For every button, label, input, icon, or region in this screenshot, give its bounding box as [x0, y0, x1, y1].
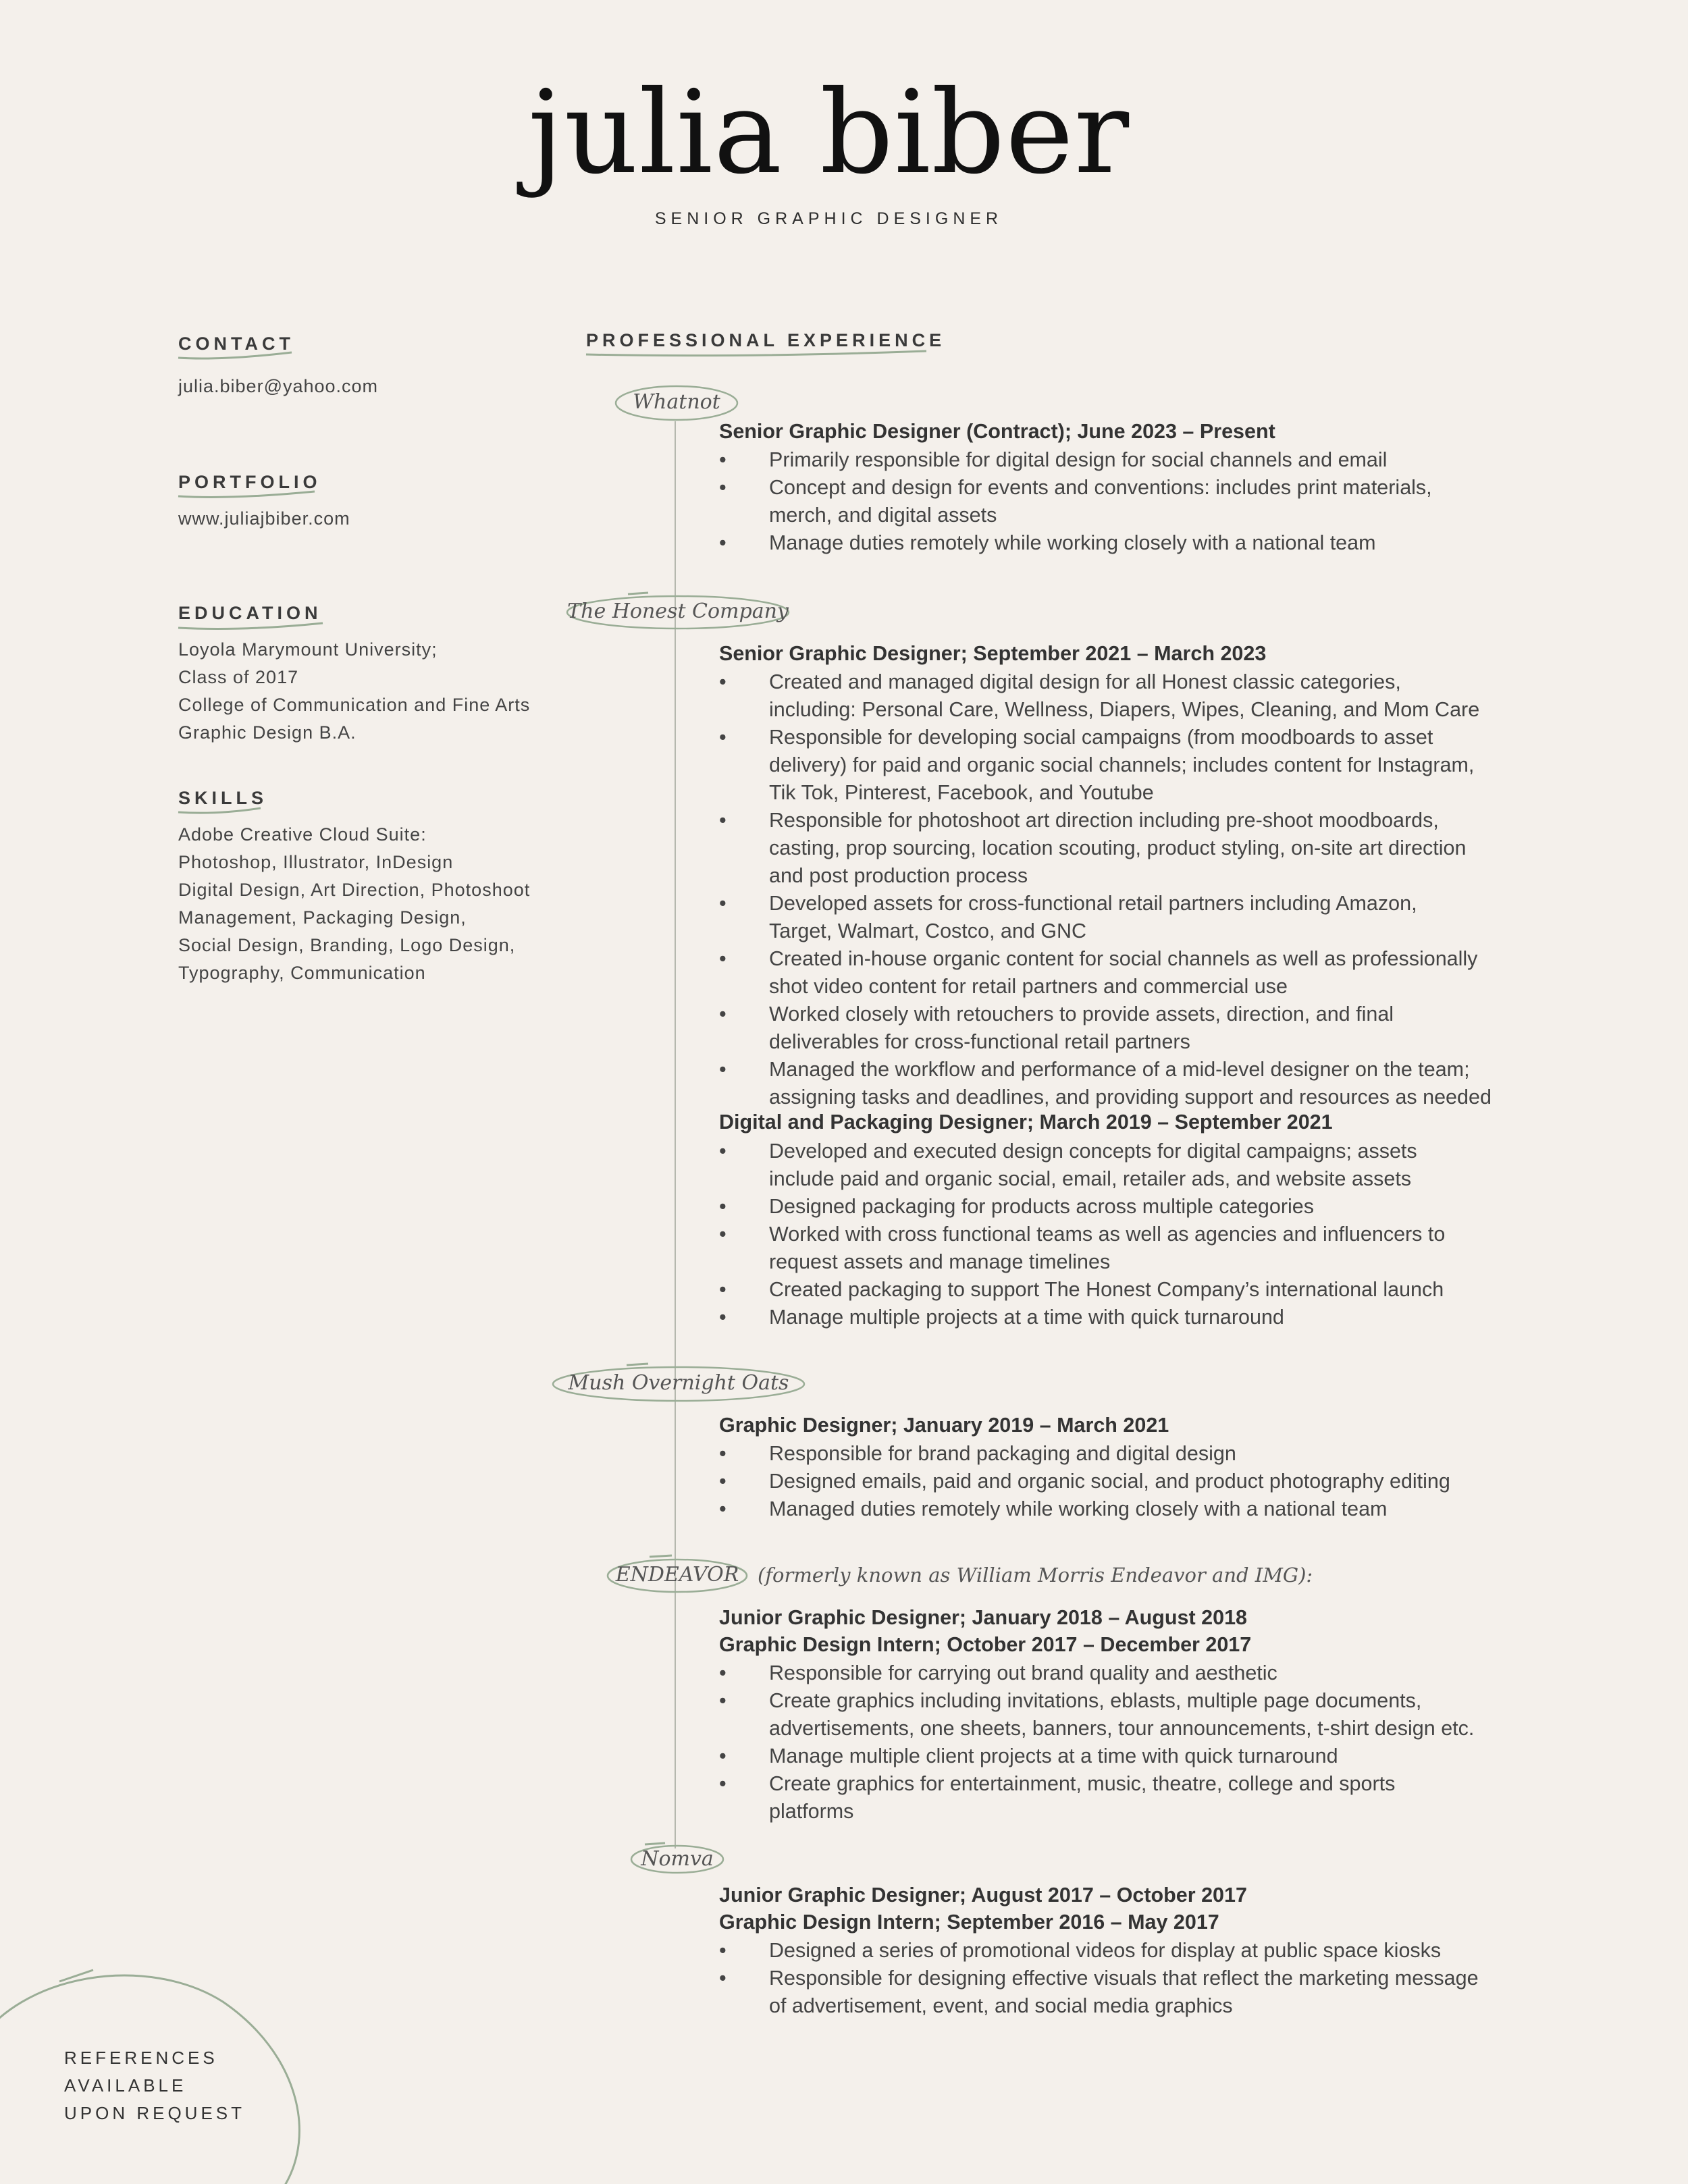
education-heading: EDUCATION [178, 603, 322, 623]
references-line: UPON REQUEST [64, 2103, 246, 2123]
portfolio-url[interactable]: www.juliajbiber.com [178, 508, 350, 529]
portfolio-heading: PORTFOLIO [178, 472, 321, 492]
bullet-item: • Concept and design for events and conventions: includes print materials, merch, and digital assets [719, 476, 1432, 527]
bullet-item: • Manage multiple projects at a time with quick turnaround [719, 1306, 1284, 1329]
references-line: REFERENCES [64, 2048, 218, 2068]
company-endeavor: ENDEAVOR [615, 1563, 739, 1587]
bullet-item: • Responsible for developing social campaigns (from moodboards to asset delivery) for paid and organic social channels; includes content for Instagram, Tik Tok, Pinterest, Facebook, and Youtube [719, 726, 1475, 804]
skills-line: Management, Packaging Design, [178, 907, 467, 928]
bullet-item: • Manage duties remotely while working closely with a national team [719, 531, 1376, 554]
job-title: SENIOR GRAPHIC DESIGNER [654, 209, 1003, 228]
role-title: Senior Graphic Designer; September 2021 – March 2023 [719, 642, 1267, 665]
company-note: (formerly known as William Morris Endeavor and IMG): [758, 1564, 1313, 1587]
bullet-item: • Managed duties remotely while working closely with a national team [719, 1497, 1388, 1520]
bullet-item: • Worked with cross functional teams as well as agencies and influencers to request assets and manage timelines [719, 1223, 1446, 1273]
bullet-item: • Created in-house organic content for social channels as well as professionally shot video content for retail partners and commercial use [719, 947, 1478, 998]
bullet-item: • Responsible for brand packaging and digital design [719, 1442, 1236, 1465]
education-line: Loyola Marymount University; [178, 639, 438, 660]
bullet-item: • Created packaging to support The Honest Company’s international launch [719, 1278, 1444, 1301]
references-note [64, 2044, 245, 2127]
role-title: Junior Graphic Designer; August 2017 – October 2017 [719, 1884, 1247, 1907]
bullet-item: • Managed the workflow and performance of a mid-level designer on the team; assigning tasks and deadlines, and providing support and resources as needed [719, 1058, 1492, 1109]
bullet-item: • Create graphics for entertainment, music, theatre, college and sports platforms [719, 1772, 1396, 1823]
skills-line: Adobe Creative Cloud Suite: [178, 824, 427, 845]
bullet-item: • Designed emails, paid and organic social, and product photography editing [719, 1470, 1450, 1493]
skills-details [178, 821, 530, 987]
bullet-item: • Responsible for photoshoot art direction including pre-shoot moodboards, casting, prop sourcing, location scouting, product styling, on-site art direction and post production process [719, 809, 1467, 887]
education-details [178, 636, 530, 747]
bullet-item: • Designed packaging for products across multiple categories [719, 1195, 1314, 1218]
skills-line: Photoshop, Illustrator, InDesign [178, 852, 454, 872]
bullet-item: • Designed a series of promotional videos for display at public space kiosks [719, 1939, 1442, 1962]
role-title: Graphic Design Intern; October 2017 – December 2017 [719, 1633, 1252, 1656]
skills-line: Typography, Communication [178, 963, 426, 983]
experience-heading: PROFESSIONAL EXPERIENCE [586, 330, 946, 350]
company-mush: Mush Overnight Oats [568, 1371, 789, 1395]
contact-heading: CONTACT [178, 334, 294, 354]
references-line: AVAILABLE [64, 2075, 187, 2096]
bullet-item: • Primarily responsible for digital design for social channels and email [719, 448, 1388, 471]
education-line: Class of 2017 [178, 667, 299, 687]
bullet-item: • Responsible for designing effective visuals that reflect the marketing message of advertisement, event, and social media graphics [719, 1967, 1479, 2017]
company-honest: The Honest Company [567, 600, 789, 623]
role-title: Senior Graphic Designer (Contract); June 2023 – Present [719, 420, 1275, 443]
bullet-item: • Manage multiple client projects at a time with quick turnaround [719, 1744, 1338, 1767]
bullet-item: • Created and managed digital design for all Honest classic categories, including: Personal Care, Wellness, Diapers, Wipes, Cleaning, and Mom Care [719, 670, 1480, 721]
role-title: Junior Graphic Designer; January 2018 – August 2018 [719, 1606, 1247, 1629]
skills-line: Social Design, Branding, Logo Design, [178, 935, 516, 955]
bullet-item: • Developed and executed design concepts for digital campaigns; assets include paid and organic social, email, retailer ads, and website assets [719, 1140, 1417, 1190]
company-nomva: Nomva [641, 1847, 714, 1871]
skills-heading: SKILLS [178, 788, 268, 808]
education-line: Graphic Design B.A. [178, 722, 357, 743]
role-title: Digital and Packaging Designer; March 2019 – September 2021 [719, 1111, 1333, 1134]
bullet-item: • Worked closely with retouchers to provide assets, direction, and final deliverables for cross-functional retail partners [719, 1003, 1394, 1053]
bullet-item: • Responsible for carrying out brand quality and aesthetic [719, 1661, 1277, 1684]
bullet-item: • Create graphics including invitations, eblasts, multiple page documents, advertisements, one sheets, banners, tour announcements, t-shirt design etc. [719, 1689, 1475, 1740]
skills-line: Digital Design, Art Direction, Photoshoot [178, 880, 531, 900]
role-title: Graphic Design Intern; September 2016 – May 2017 [719, 1911, 1219, 1934]
candidate-name: julia biber [527, 66, 1130, 200]
company-whatnot: Whatnot [633, 390, 720, 414]
contact-email[interactable]: julia.biber@yahoo.com [178, 376, 379, 396]
role-title: Graphic Designer; January 2019 – March 2021 [719, 1414, 1169, 1437]
education-line: College of Communication and Fine Arts [178, 695, 531, 715]
bullet-item: • Developed assets for cross-functional retail partners including Amazon, Target, Walmart, Costco, and GNC [719, 892, 1417, 942]
